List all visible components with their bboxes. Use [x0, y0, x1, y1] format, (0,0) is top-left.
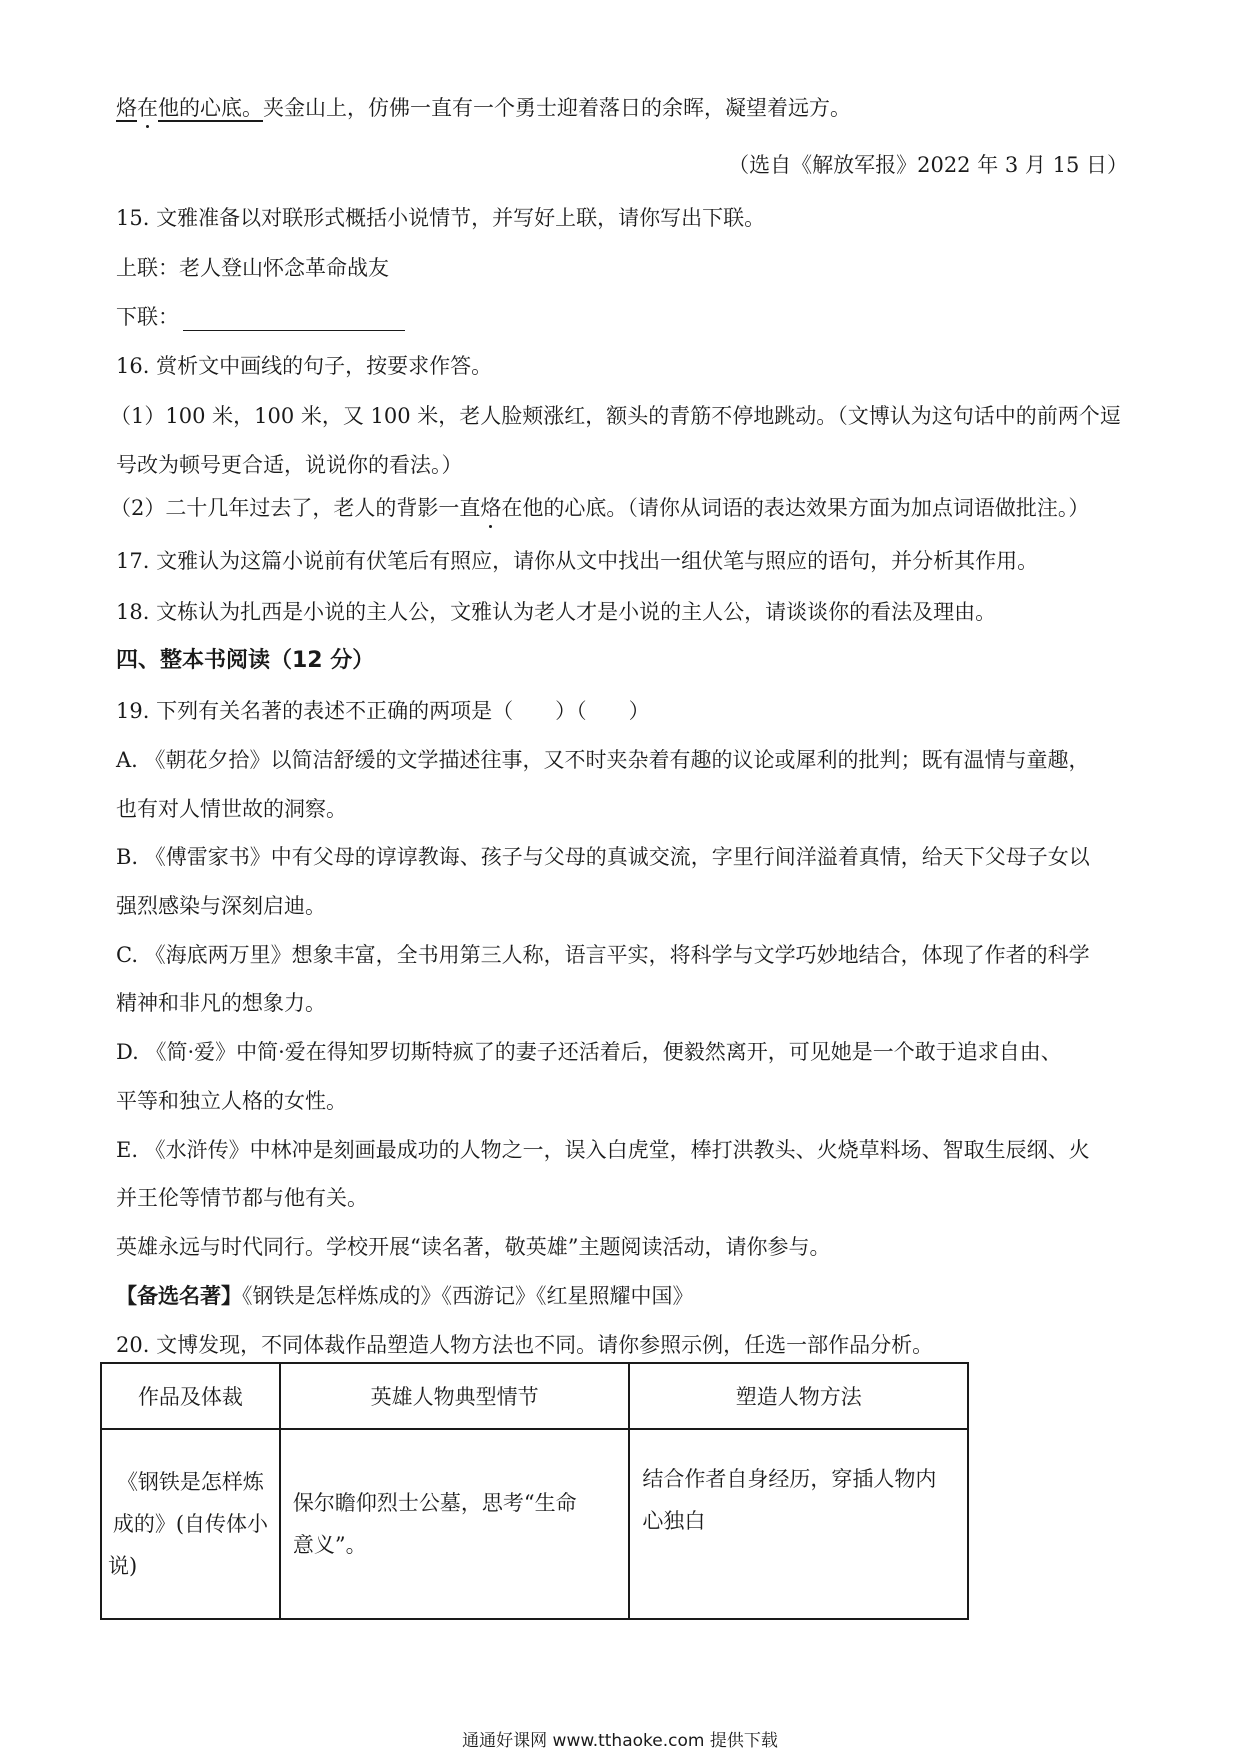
underlined-text-post: 他的心底。: [158, 96, 263, 120]
emphasis-dot-char: 在: [137, 96, 158, 120]
cell-method-line1: 结合作者自身经历，穿插人物内: [642, 1467, 937, 1491]
cell-work-line2: 成的》(自传体小: [112, 1512, 269, 1536]
option-a-line2: 也有对人情世故的洞察。: [116, 797, 347, 821]
table-header-row: [101, 1363, 968, 1429]
option-e-line1: E. 《水浒传》中林冲是刻画最成功的人物之一，误入白虎堂，棒打洪教头、火烧草料场、智取生辰纲、火: [116, 1138, 1090, 1162]
cell-method: [629, 1429, 968, 1619]
activity-intro: 英雄永远与时代同行。学校开展“读名著，敬英雄”主题阅读活动，请你参与。: [116, 1235, 831, 1259]
question-16: 16. 赏析文中画线的句子，按要求作答。: [116, 354, 493, 378]
option-b-line1: B. 《傅雷家书》中有父母的谆谆教诲、孩子与父母的真诚交流，字里行间洋溢着真情，给天下父母子女以: [116, 845, 1090, 869]
cell-work-line3: 说): [108, 1554, 138, 1578]
question-15: 15. 文雅准备以对联形式概括小说情节，并写好上联，请你写出下联。: [116, 206, 766, 230]
cell-plot-line2: 意义”。: [292, 1533, 367, 1557]
cell-plot: [280, 1429, 630, 1619]
option-a-line1: A. 《朝花夕拾》以简洁舒缓的文学描述往事，又不时夹杂着有趣的议论或犀利的批判；既有温情与童趣，: [116, 748, 1090, 772]
option-c-line1: C. 《海底两万里》想象丰富，全书用第三人称，语言平实，将科学与文学巧妙地结合，体现了作者的科学: [116, 943, 1090, 967]
q16-part2-post: 在他的心底。（请你从词语的表达效果方面为加点词语做批注。）: [501, 496, 1090, 520]
header-plot: 英雄人物典型情节: [280, 1363, 630, 1429]
cell-work: [101, 1429, 280, 1619]
option-d-line2: 平等和独立人格的女性。: [116, 1089, 347, 1113]
couplet-upper: 上联：老人登山怀念革命战友: [116, 256, 389, 280]
q16-part2-pre: （2）二十几年过去了，老人的背影一直: [110, 496, 481, 520]
couplet-lower-label: 下联：: [116, 305, 179, 329]
table-row: [101, 1429, 968, 1619]
question-19: 19. 下列有关名著的表述不正确的两项是（ ）（ ）: [116, 699, 650, 723]
passage-text: 夹金山上，仿佛一直有一个勇士迎着落日的余晖，凝望着远方。: [263, 96, 851, 120]
cell-plot-line1: 保尔瞻仰烈士公墓，思考“生命: [292, 1491, 577, 1515]
source-citation: （选自《解放军报》2022 年 3 月 15 日）: [728, 153, 1128, 177]
q16-part1-line2: 号改为顿号更合适，说说你的看法。）: [116, 453, 463, 477]
analysis-table: [100, 1362, 969, 1620]
option-d-line1: D. 《简·爱》中简·爱在得知罗切斯特疯了的妻子还活着后，便毅然离开，可见她是一个敢于追求自由、: [116, 1040, 1062, 1064]
header-method: 塑造人物方法: [629, 1363, 968, 1429]
header-work: 作品及体裁: [101, 1363, 280, 1429]
booklist-label: 【备选名著】: [116, 1284, 242, 1308]
passage-tail-line: [116, 94, 851, 122]
section-heading: 四、整本书阅读（12 分）: [116, 648, 375, 673]
question-18: 18. 文栋认为扎西是小说的主人公，文雅认为老人才是小说的主人公，请谈谈你的看法及理由。: [116, 600, 997, 624]
booklist: [116, 1282, 694, 1310]
option-c-line2: 精神和非凡的想象力。: [116, 991, 326, 1015]
question-20: 20. 文博发现，不同体裁作品塑造人物方法也不同。请你参照示例，任选一部作品分析。: [116, 1333, 934, 1357]
page-footer: 通通好课网 www.tthaoke.com 提供下载: [462, 1731, 778, 1751]
cell-method-line2: 心独白: [642, 1509, 706, 1533]
booklist-titles: 《钢铁是怎样炼成的》《西游记》《红星照耀中国》: [242, 1284, 694, 1308]
q16-part2: [110, 494, 1089, 522]
answer-blank[interactable]: [183, 308, 405, 331]
couplet-lower: [116, 303, 405, 331]
question-17: 17. 文雅认为这篇小说前有伏笔后有照应，请你从文中找出一组伏笔与照应的语句，并分析其作用。: [116, 549, 1039, 573]
underlined-sentence: [116, 96, 263, 120]
cell-work-line1: 《钢铁是怎样炼: [116, 1470, 264, 1494]
q16-part1-line1: （1）100 米，100 米，又 100 米，老人脸颊涨红，额头的青筋不停地跳动。（文博认为这句话中的前两个逗: [110, 404, 1121, 428]
underlined-text-pre: 烙: [116, 96, 137, 120]
option-b-line2: 强烈感染与深刻启迪。: [116, 894, 326, 918]
option-e-line2: 并王伦等情节都与他有关。: [116, 1186, 368, 1210]
emphasis-dot-char: 烙: [480, 496, 502, 520]
